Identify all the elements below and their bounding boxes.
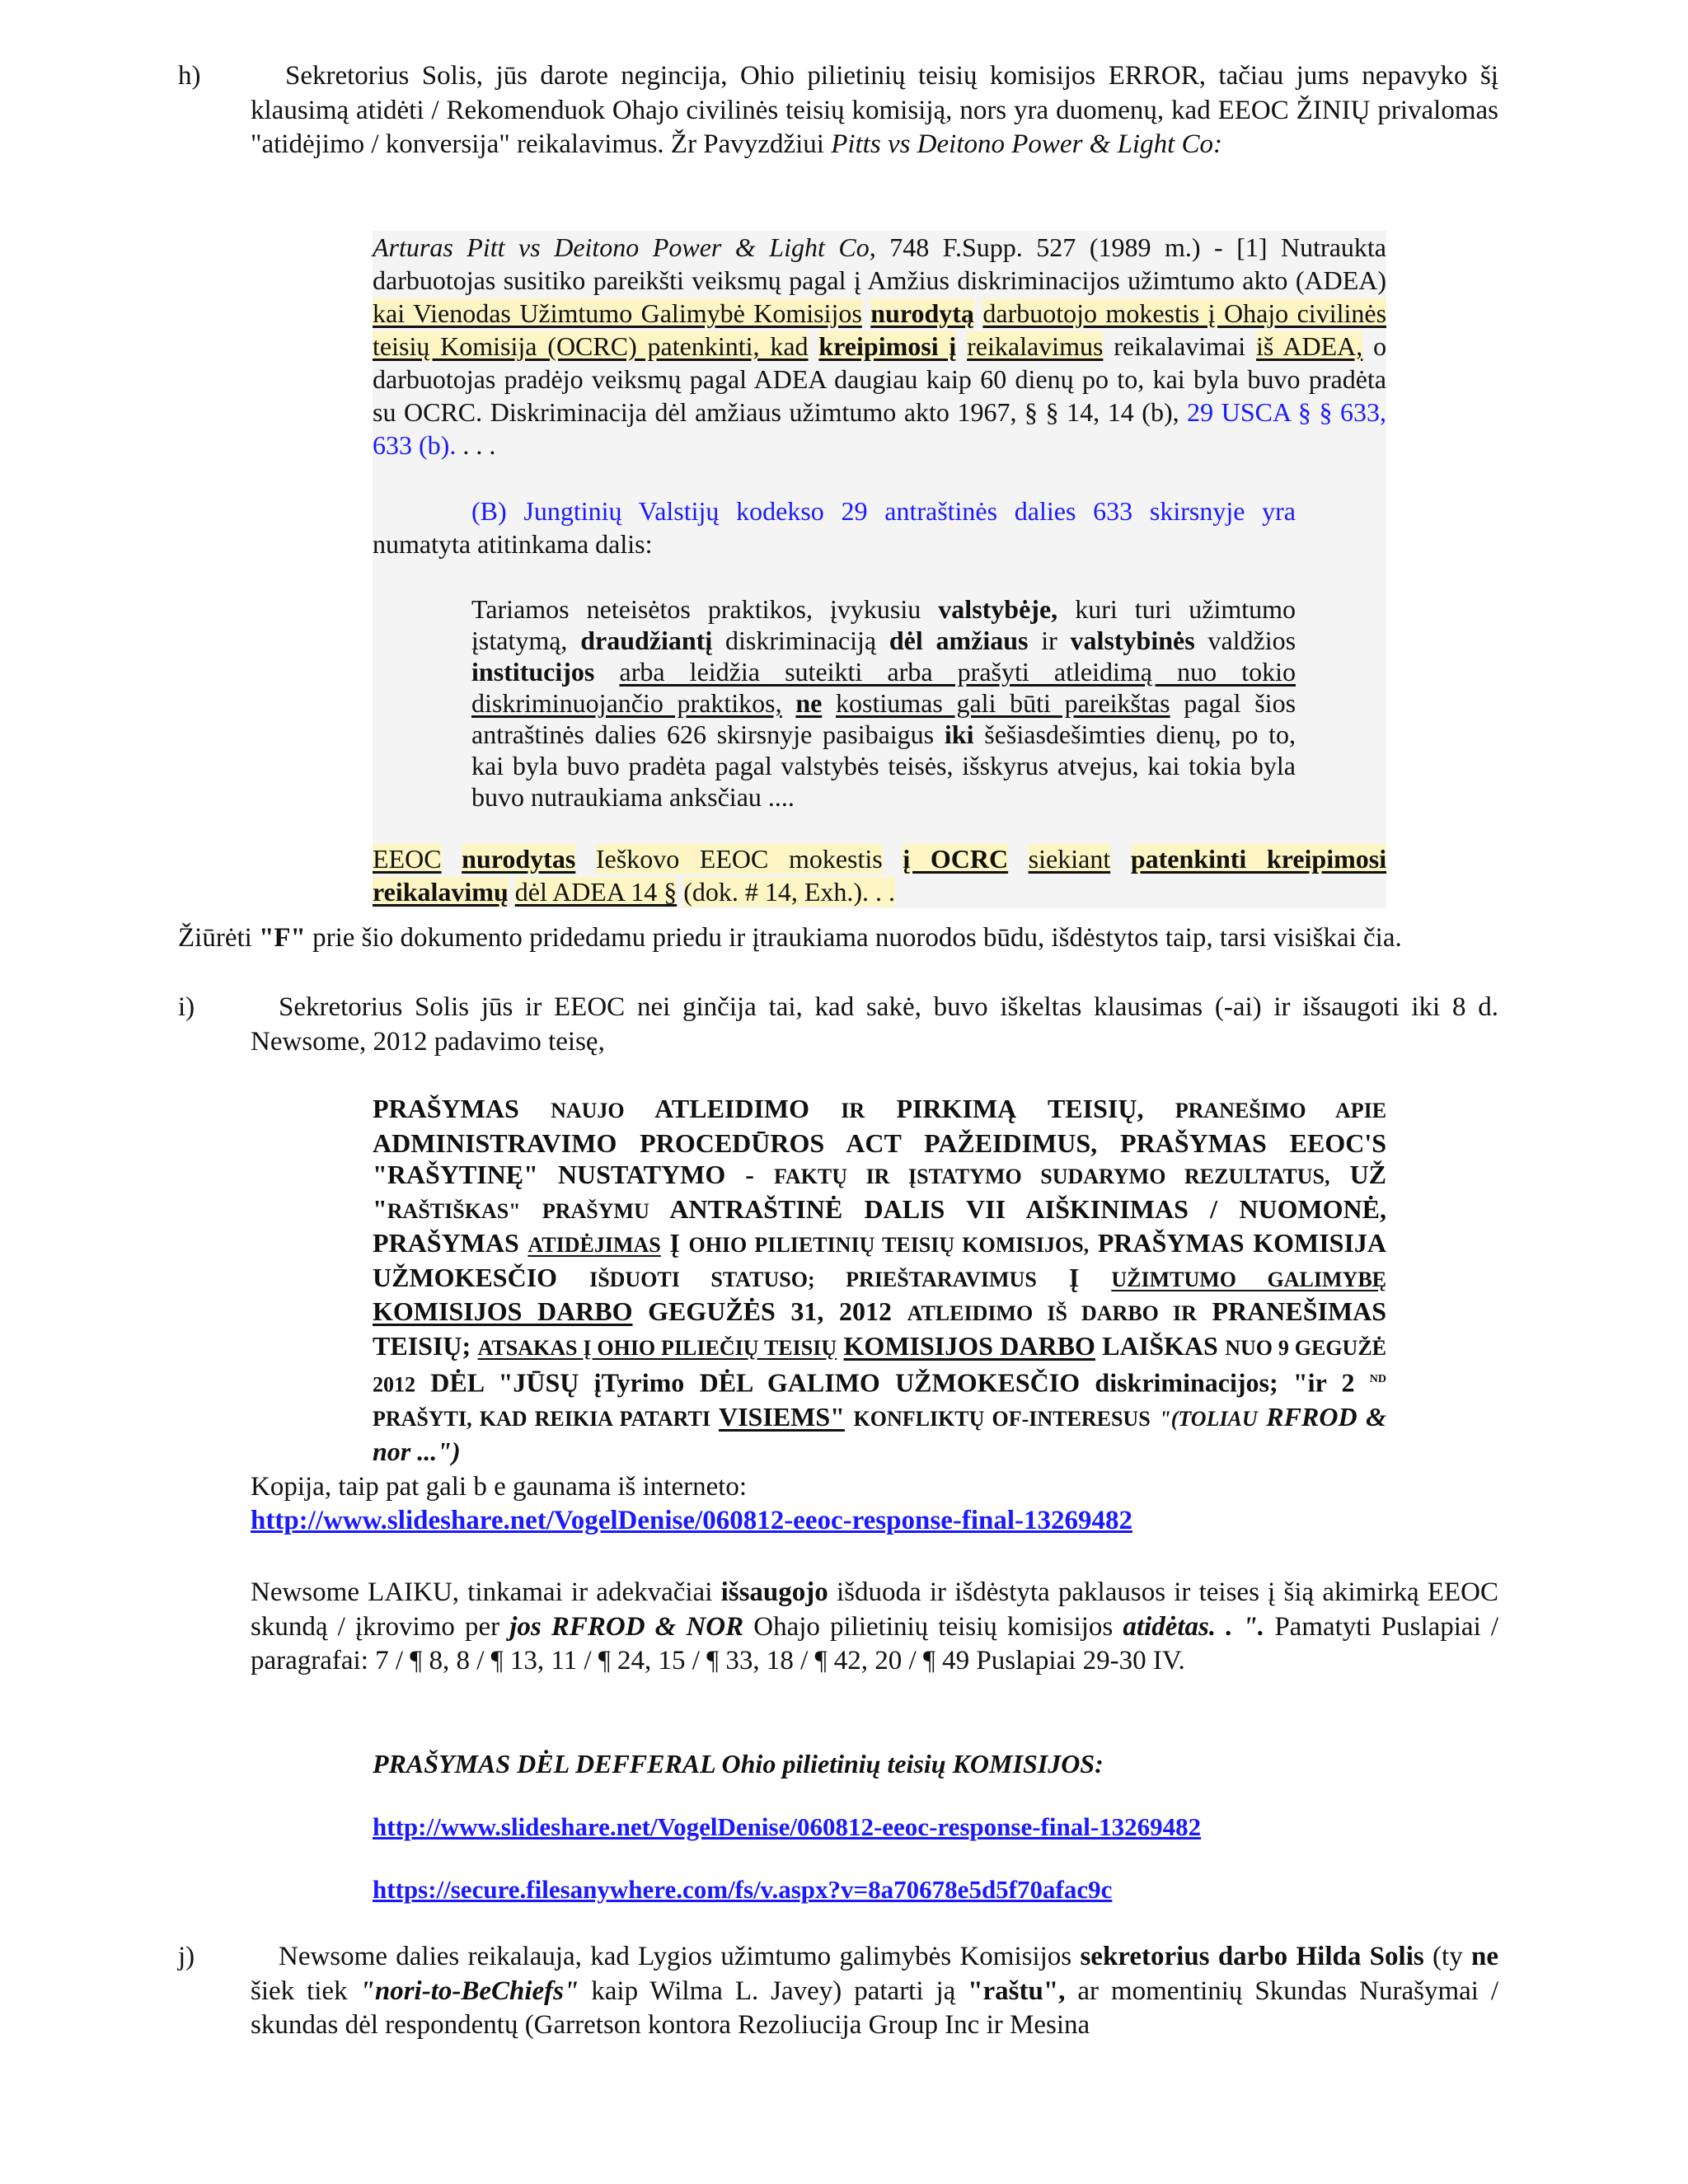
quote-ellipsis: . . . <box>462 430 496 460</box>
quote-highlight-1: kai Vienodas Užimtumo Galimybė Komisijos <box>373 298 862 328</box>
quote-citation-link[interactable]: 29 USCA § § 633, 633 (b). <box>373 397 1387 460</box>
motion-title-block: PRAŠYMAS NAUJO ATLEIDIMO IR PIRKIMĄ TEISIŲ, PRANEŠIMO APIE ADMINISTRAVIMO PROCEDŪROS ACT PAŽEIDIMUS, PRAŠYMAS EEOC'S "RAŠYTINĘ" NUSTATYMO - FAKTŲ IR ĮSTATYMO SUDARYMO REZULTATUS, UŽ "RAŠTIŠKAS" PRAŠYMU ANTRAŠTINĖ DALIS VII AIŠKINIMAS / NUOMONĖ, PRAŠYMAS ATIDĖJIMAS Į OHIO PILIETINIŲ TEISIŲ KOMISIJOS, PRAŠYMAS KOMISIJA UŽMOKESČIO IŠDUOTI STATUSO; PRIEŠTARAVIMUS Į UŽIMTUMO GALIMYBĘ KOMISIJOS DARBO GEGUŽĖS 31, 2012 ATLEIDIMO IŠ DARBO IR PRANEŠIMAS TEISIŲ; ATSAKAS Į OHIO PILIEČIŲ TEISIŲ KOMISIJOS DARBO LAIŠKAS NUO 9 GEGUŽĖ 2012 DĖL "JŪSŲ įTyrimo DĖL GALIMO UŽMOKESČIO diskriminacijos; "ir 2 $^{ND}$ PRAŠYTI, KAD REIKIA PATARTI VISIEMS" KONFLIKTŲ OF-INTERESUS "(TOLIAU RFROD & nor ...") <box>373 1094 1387 1466</box>
statute-text: Tariamos neteisėtos praktikos, įvykusiu <box>471 594 921 624</box>
j-bold-italic: "nori-to-BeChiefs" <box>359 1975 579 2006</box>
j-text: šiek tiek <box>251 1975 348 2006</box>
paragraph-h <box>251 59 1498 162</box>
eeoc-hl: Ieškovo EEOC mokestis <box>595 844 883 874</box>
eeoc-hl: patenkinti kreipimosi reikalavimų <box>373 844 1387 907</box>
statute-text: pagal šios antraštinės dalies 626 skirsnyje pasibaigus <box>471 688 1296 749</box>
statute-text: diskriminaciją <box>724 626 877 655</box>
item-label-h: h) <box>178 61 201 91</box>
statute-bold: valstybinės <box>1070 626 1195 655</box>
quote-text-3: o darbuotojas pradėjo veiksmų pagal ADEA daugiau kaip 60 dienų po to, kai byla buvo pradėta su OCRC. Diskriminacija dėl amžiaus užimtumo akto 1967, § § 14, 14 (b), <box>373 331 1387 427</box>
paragraph-i-2 <box>251 1576 1498 1679</box>
eeoc-highlight-paragraph <box>373 842 1386 908</box>
p2-text: Newsome LAIKU, tinkamai ir adekvačiai <box>251 1577 713 1607</box>
statute-text: šešiasdešimties dienų, po to, kai byla buvo pradėta pagal valstybės teisės, išskyrus atvejus, kai tokia byla buvo nutraukiama anksčiau .... <box>471 719 1296 812</box>
statute-heading: (B) Jungtinių Valstijų kodekso 29 antraštinės dalies 633 skirsnyje yra <box>471 496 1296 526</box>
statute-bold: valstybėje, <box>938 594 1058 624</box>
statute-underlined: kostiumas gali būti pareikštas <box>836 688 1170 718</box>
exhibit-label: "F" <box>259 923 306 953</box>
statute-bold: institucijos <box>471 657 595 687</box>
j-bold: sekretorius darbo Hilda Solis <box>1080 1942 1424 1971</box>
item-label-j: j) <box>178 1942 195 1971</box>
see-text: Žiūrėti <box>178 923 252 953</box>
j-bold: ne <box>1471 1942 1499 1971</box>
quote-highlight-4: kreipimosi į <box>818 331 957 361</box>
see-text: prie šio dokumento pridedamu priedu ir įtraukiama nuorodos būdu, išdėstytos taip, tarsi visiškai čia. <box>312 923 1402 953</box>
eeoc-hl: į OCRC <box>903 844 1009 874</box>
statute-bold: draudžiantį <box>580 626 713 655</box>
see-exhibit-f <box>178 921 1530 956</box>
slideshare-link[interactable]: http://www.slideshare.net/VogelDenise/060812-eeoc-response-final-13269482 <box>251 1506 1133 1535</box>
item-label-i: i) <box>178 992 195 1022</box>
eeoc-hl: nurodytas <box>462 844 576 874</box>
slideshare-link-2[interactable]: http://www.slideshare.net/VogelDenise/060812-eeoc-response-final-13269482 <box>373 1812 1202 1841</box>
statute-bold: iki <box>944 719 974 749</box>
p2-text: Ohajo pilietinių teisių komisijos <box>753 1611 1114 1642</box>
j-text: Newsome dalies reikalauja, kad Lygios užimtumo galimybės Komisijos <box>279 1942 1072 1971</box>
p2-bold-italic: atidėtas. . ". <box>1123 1611 1265 1642</box>
paragraph-h-text: Sekretorius Solis, jūs darote negincija, Ohio pilietinių teisių komisijos ERROR, tačiau jums nepavyko šį klausimą atidėti / Rekomenduok Ohajo civilinės teisių komisiją, nors yra duomenų, kad EEOC ŽINIŲ privalomas "atidėjimo / konversija" reikalavimus. Žr Pavyzdžiui <box>251 61 1498 159</box>
j-text: (ty <box>1432 1942 1463 1971</box>
statute-bold: ne <box>795 688 823 718</box>
j-text: kaip Wilma L. Javey) patarti ją <box>591 1975 956 2006</box>
statute-bold: dėl amžiaus <box>889 626 1029 655</box>
eeoc-hl: (dok. # 14, Exh.). . . <box>683 877 896 907</box>
filesanywhere-link[interactable]: https://secure.filesanywhere.com/fs/v.aspx?v=8a70678e5d5f70afac9c <box>373 1875 1113 1904</box>
paragraph-j <box>251 1940 1498 2043</box>
copy-available-text: Kopija, taip pat gali b e gaunama iš interneto: <box>251 1472 748 1502</box>
statute-text: kuri turi užimtumo įstatymą, <box>471 594 1296 655</box>
quote-highlight-2: nurodytą <box>870 298 974 328</box>
quote-highlight-5: reikalavimus <box>967 331 1104 361</box>
j-bold: "raštu", <box>968 1975 1066 2006</box>
quote-text-1: 748 F.Supp. 527 (1989 m.) - [1] Nutraukta darbuotojas susitiko pareikšti veiksmų pagal į Amžius diskriminacijos užimtumo akto (ADEA) <box>373 232 1387 295</box>
p2-bold: išsaugojo <box>720 1577 828 1607</box>
eeoc-hl: dėl ADEA 14 § <box>514 877 678 907</box>
statute-text: valdžios <box>1207 626 1296 655</box>
j-text: ar momentinių Skundas Nurašymai / skundas dėl respondentų (Garretson kontora Rezoliucija Group Inc ir Mesina <box>251 1975 1499 2040</box>
p2-bold-italic: jos RFROD & NOR <box>509 1611 744 1642</box>
quote-highlight-6: iš ADEA, <box>1255 331 1363 361</box>
case-quote <box>373 231 1386 908</box>
statute-text: ir <box>1041 626 1057 655</box>
quote-text-2: reikalavimai <box>1114 331 1246 361</box>
statute-heading-2: numatyta atitinkama dalis: <box>373 529 653 559</box>
statute-quote <box>471 593 1296 813</box>
deferral-motion-title: PRAŠYMAS DĖL DEFFERAL Ohio pilietinių teisių KOMISIJOS: <box>373 1749 1104 1779</box>
p2-text: Pamatyti Puslapiai / paragrafai: 7 / ¶ 8, 8 / ¶ 13, 11 / ¶ 24, 15 / ¶ 33, 18 / ¶ 42, 20 / ¶ 49 Puslapiai 29-30 IV. <box>251 1611 1499 1675</box>
p2-text: išduoda ir išdėstyta paklausos ir teises į šią akimirką EEOC skundą / įkrovimo per <box>251 1577 1498 1642</box>
eeoc-hl: EEOC <box>373 844 442 874</box>
statute-underlined: arba leidžia suteikti arba prašyti atleidimą nuo tokio diskriminuojančio praktikos, <box>471 657 1296 718</box>
quote-case-name: Arturas Pitt vs Deitono Power & Light Co, <box>373 232 876 262</box>
case-citation: Pitts vs Deitono Power & Light Co: <box>831 129 1223 159</box>
eeoc-hl: siekiant <box>1028 844 1111 874</box>
quote-highlight-3: darbuotojo mokestis į Ohajo civilinės teisių Komisija (OCRC) patenkinti, kad <box>373 298 1387 361</box>
paragraph-i: Sekretorius Solis jūs ir EEOC nei ginčija tai, kad sakė, buvo iškeltas klausimas (-ai) ir išsaugoti iki 8 d. Newsome, 2012 padavimo teisę, <box>251 992 1498 1057</box>
